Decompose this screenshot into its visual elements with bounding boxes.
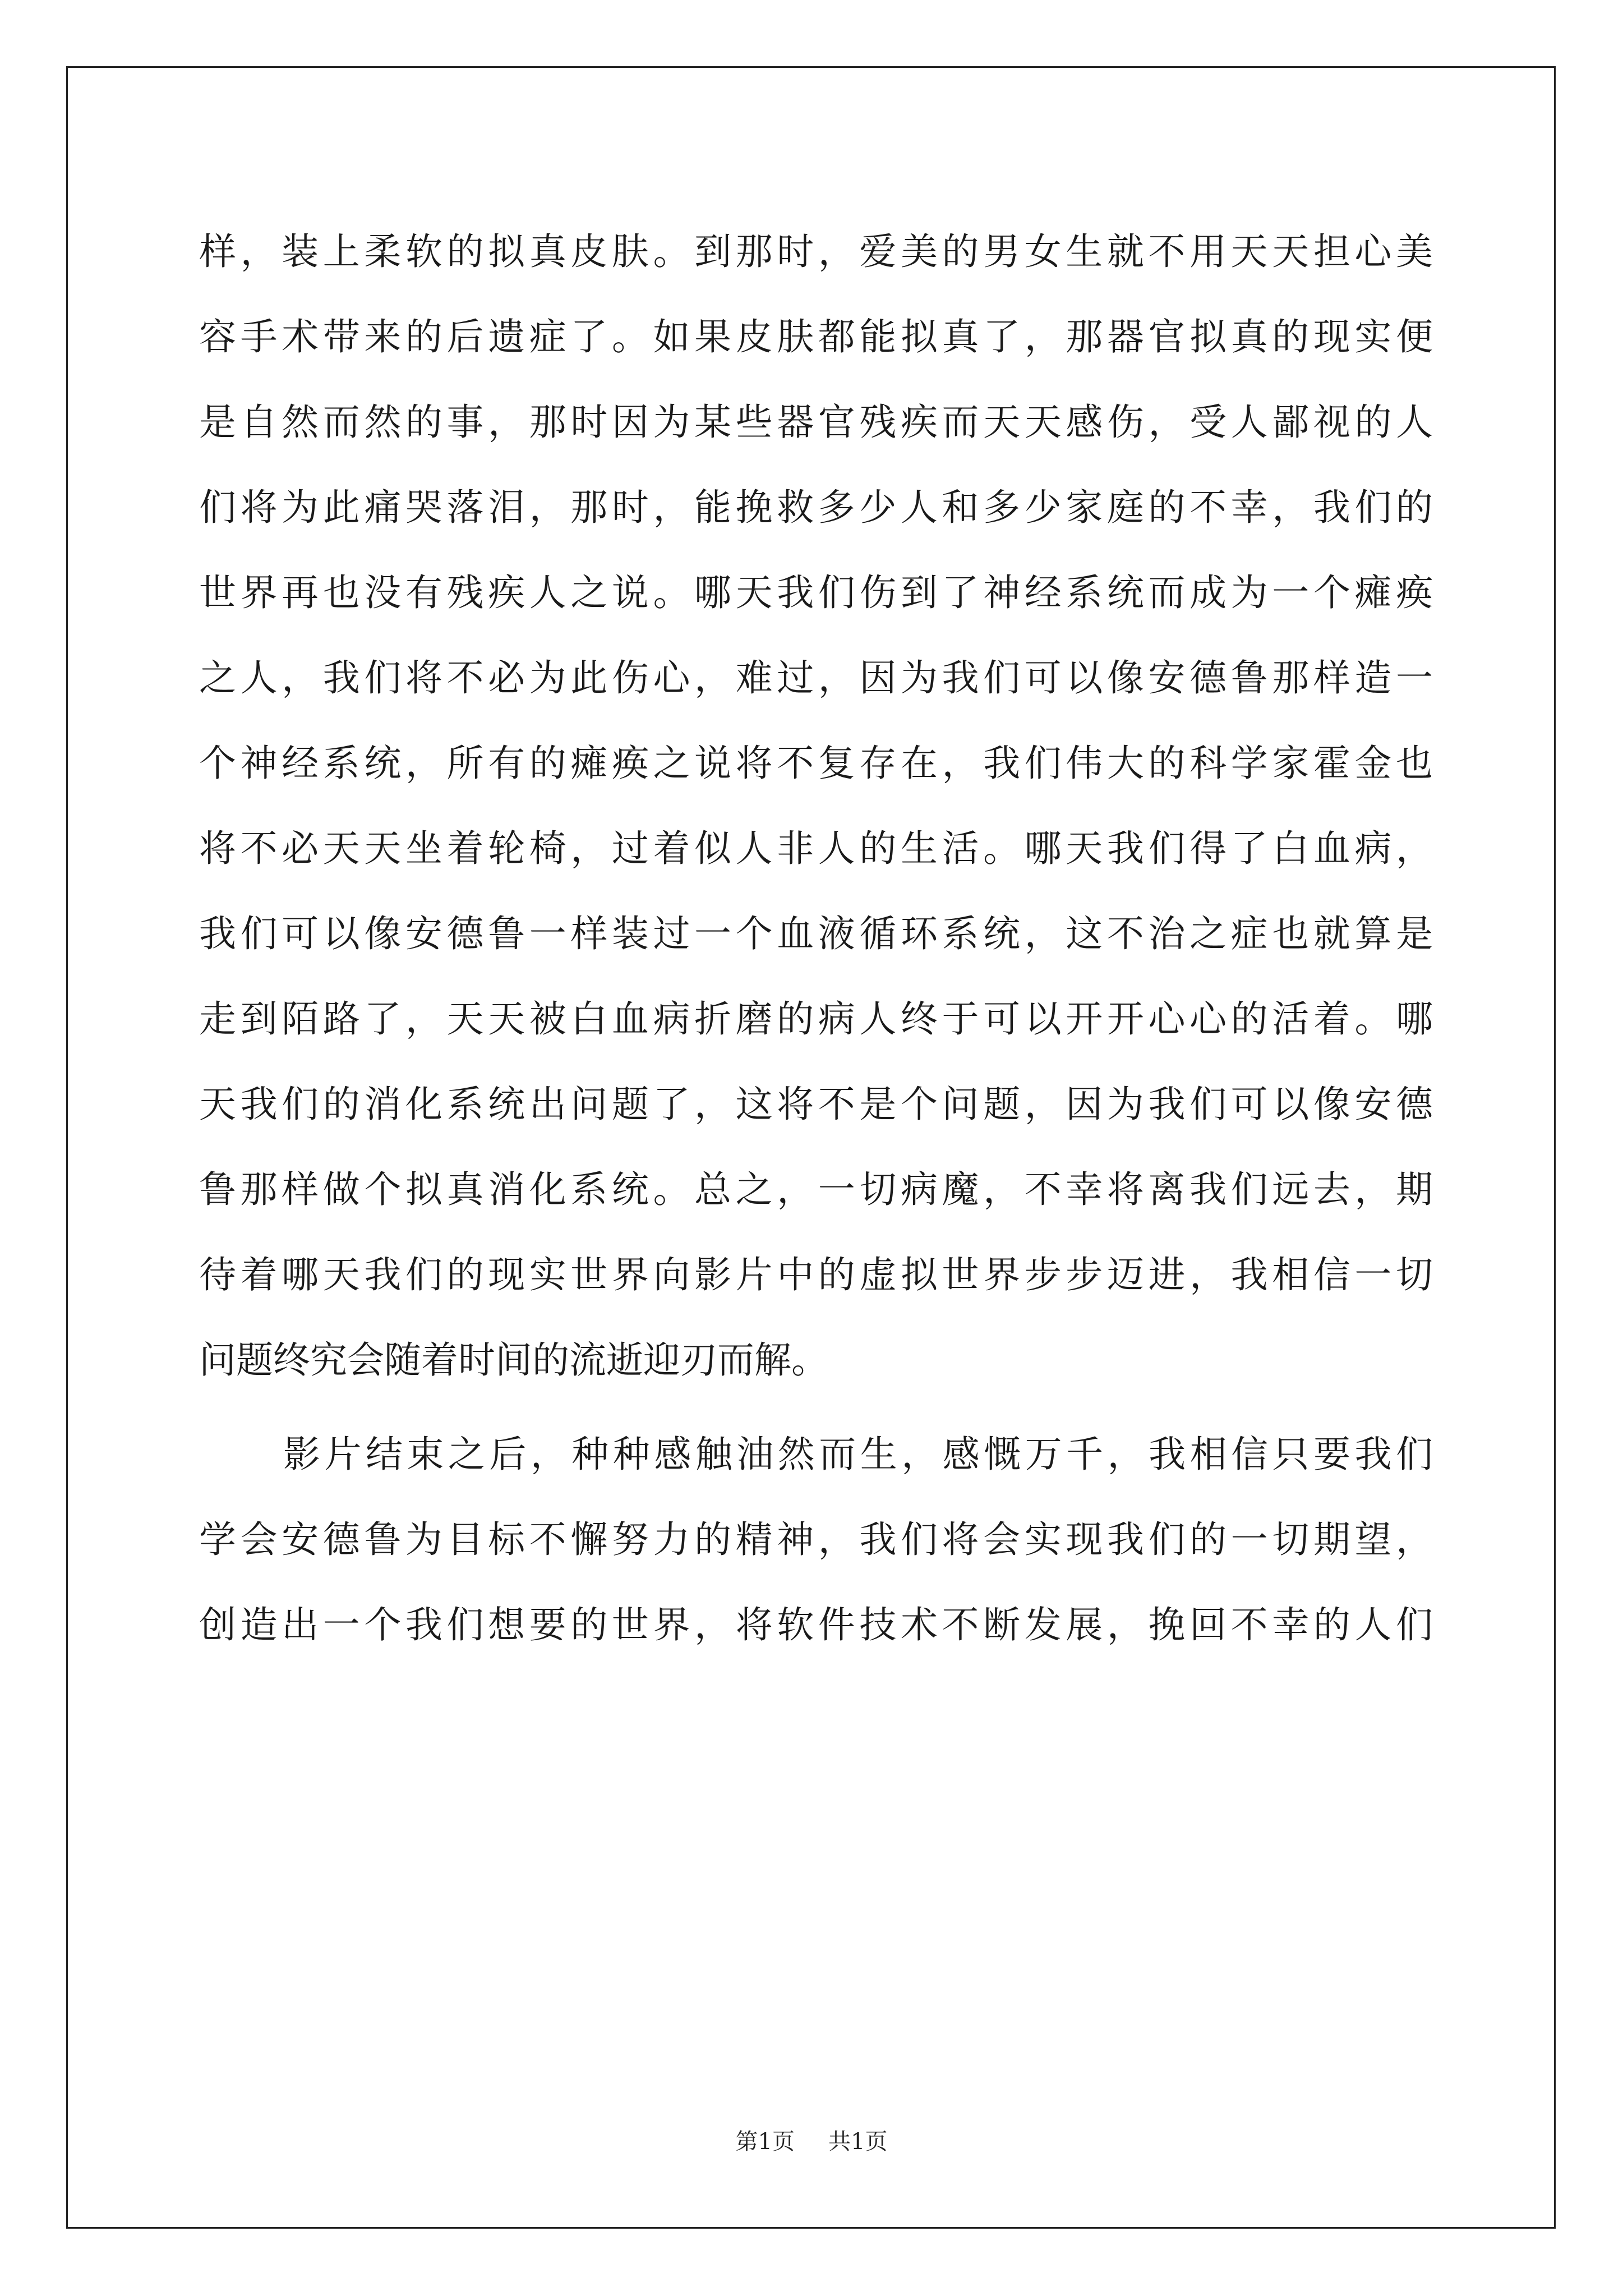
text-line: 之人，我们将不必为此伤心，难过，因为我们可以像安德鲁那样造一 <box>199 656 1433 700</box>
page-number: 第1页 <box>735 2129 795 2155</box>
paragraph-1 <box>199 209 1433 1403</box>
text-line: 世界再也没有残疾人之说。哪天我们伤到了神经系统而成为一个瘫痪 <box>199 571 1433 614</box>
text-line: 待着哪天我们的现实世界向影片中的虚拟世界步步迈进，我相信一切 <box>199 1253 1433 1296</box>
text-line: 是自然而然的事，那时因为某些器官残疾而天天感伤，受人鄙视的人 <box>199 401 1433 444</box>
page-footer <box>0 2128 1623 2156</box>
text-line: 影片结束之后，种种感触油然而生，感慨万千，我相信只要我们 <box>283 1433 1433 1476</box>
text-line: 问题终究会随着时间的流逝迎刃而解。 <box>199 1338 828 1382</box>
text-line: 们将为此痛哭落泪，那时，能挽救多少人和多少家庭的不幸，我们的 <box>199 486 1433 529</box>
text-line: 我们可以像安德鲁一样装过一个血液循环系统，这不治之症也就算是 <box>199 912 1433 955</box>
text-line: 将不必天天坐着轮椅，过着似人非人的生活。哪天我们得了白血病， <box>199 827 1433 870</box>
text-line: 个神经系统，所有的瘫痪之说将不复存在，我们伟大的科学家霍金也 <box>199 742 1433 785</box>
text-line: 样，装上柔软的拟真皮肤。到那时，爱美的男女生就不用天天担心美 <box>199 230 1433 273</box>
text-line: 容手术带来的后遗症了。如果皮肤都能拟真了，那器官拟真的现实便 <box>199 315 1433 358</box>
text-line: 天我们的消化系统出问题了，这将不是个问题，因为我们可以像安德 <box>199 1083 1433 1126</box>
text-line: 创造出一个我们想要的世界，将软件技术不断发展，挽回不幸的人们 <box>199 1603 1433 1646</box>
text-line: 走到陌路了，天天被白血病折磨的病人终于可以开开心心的活着。哪 <box>199 997 1433 1041</box>
document-body <box>199 209 1433 1668</box>
paragraph-2 <box>199 1412 1433 1668</box>
text-line: 鲁那样做个拟真消化系统。总之，一切病魔，不幸将离我们远去，期 <box>199 1168 1433 1211</box>
page-total: 共1页 <box>828 2129 888 2155</box>
text-line: 学会安德鲁为目标不懈努力的精神，我们将会实现我们的一切期望， <box>199 1518 1433 1561</box>
